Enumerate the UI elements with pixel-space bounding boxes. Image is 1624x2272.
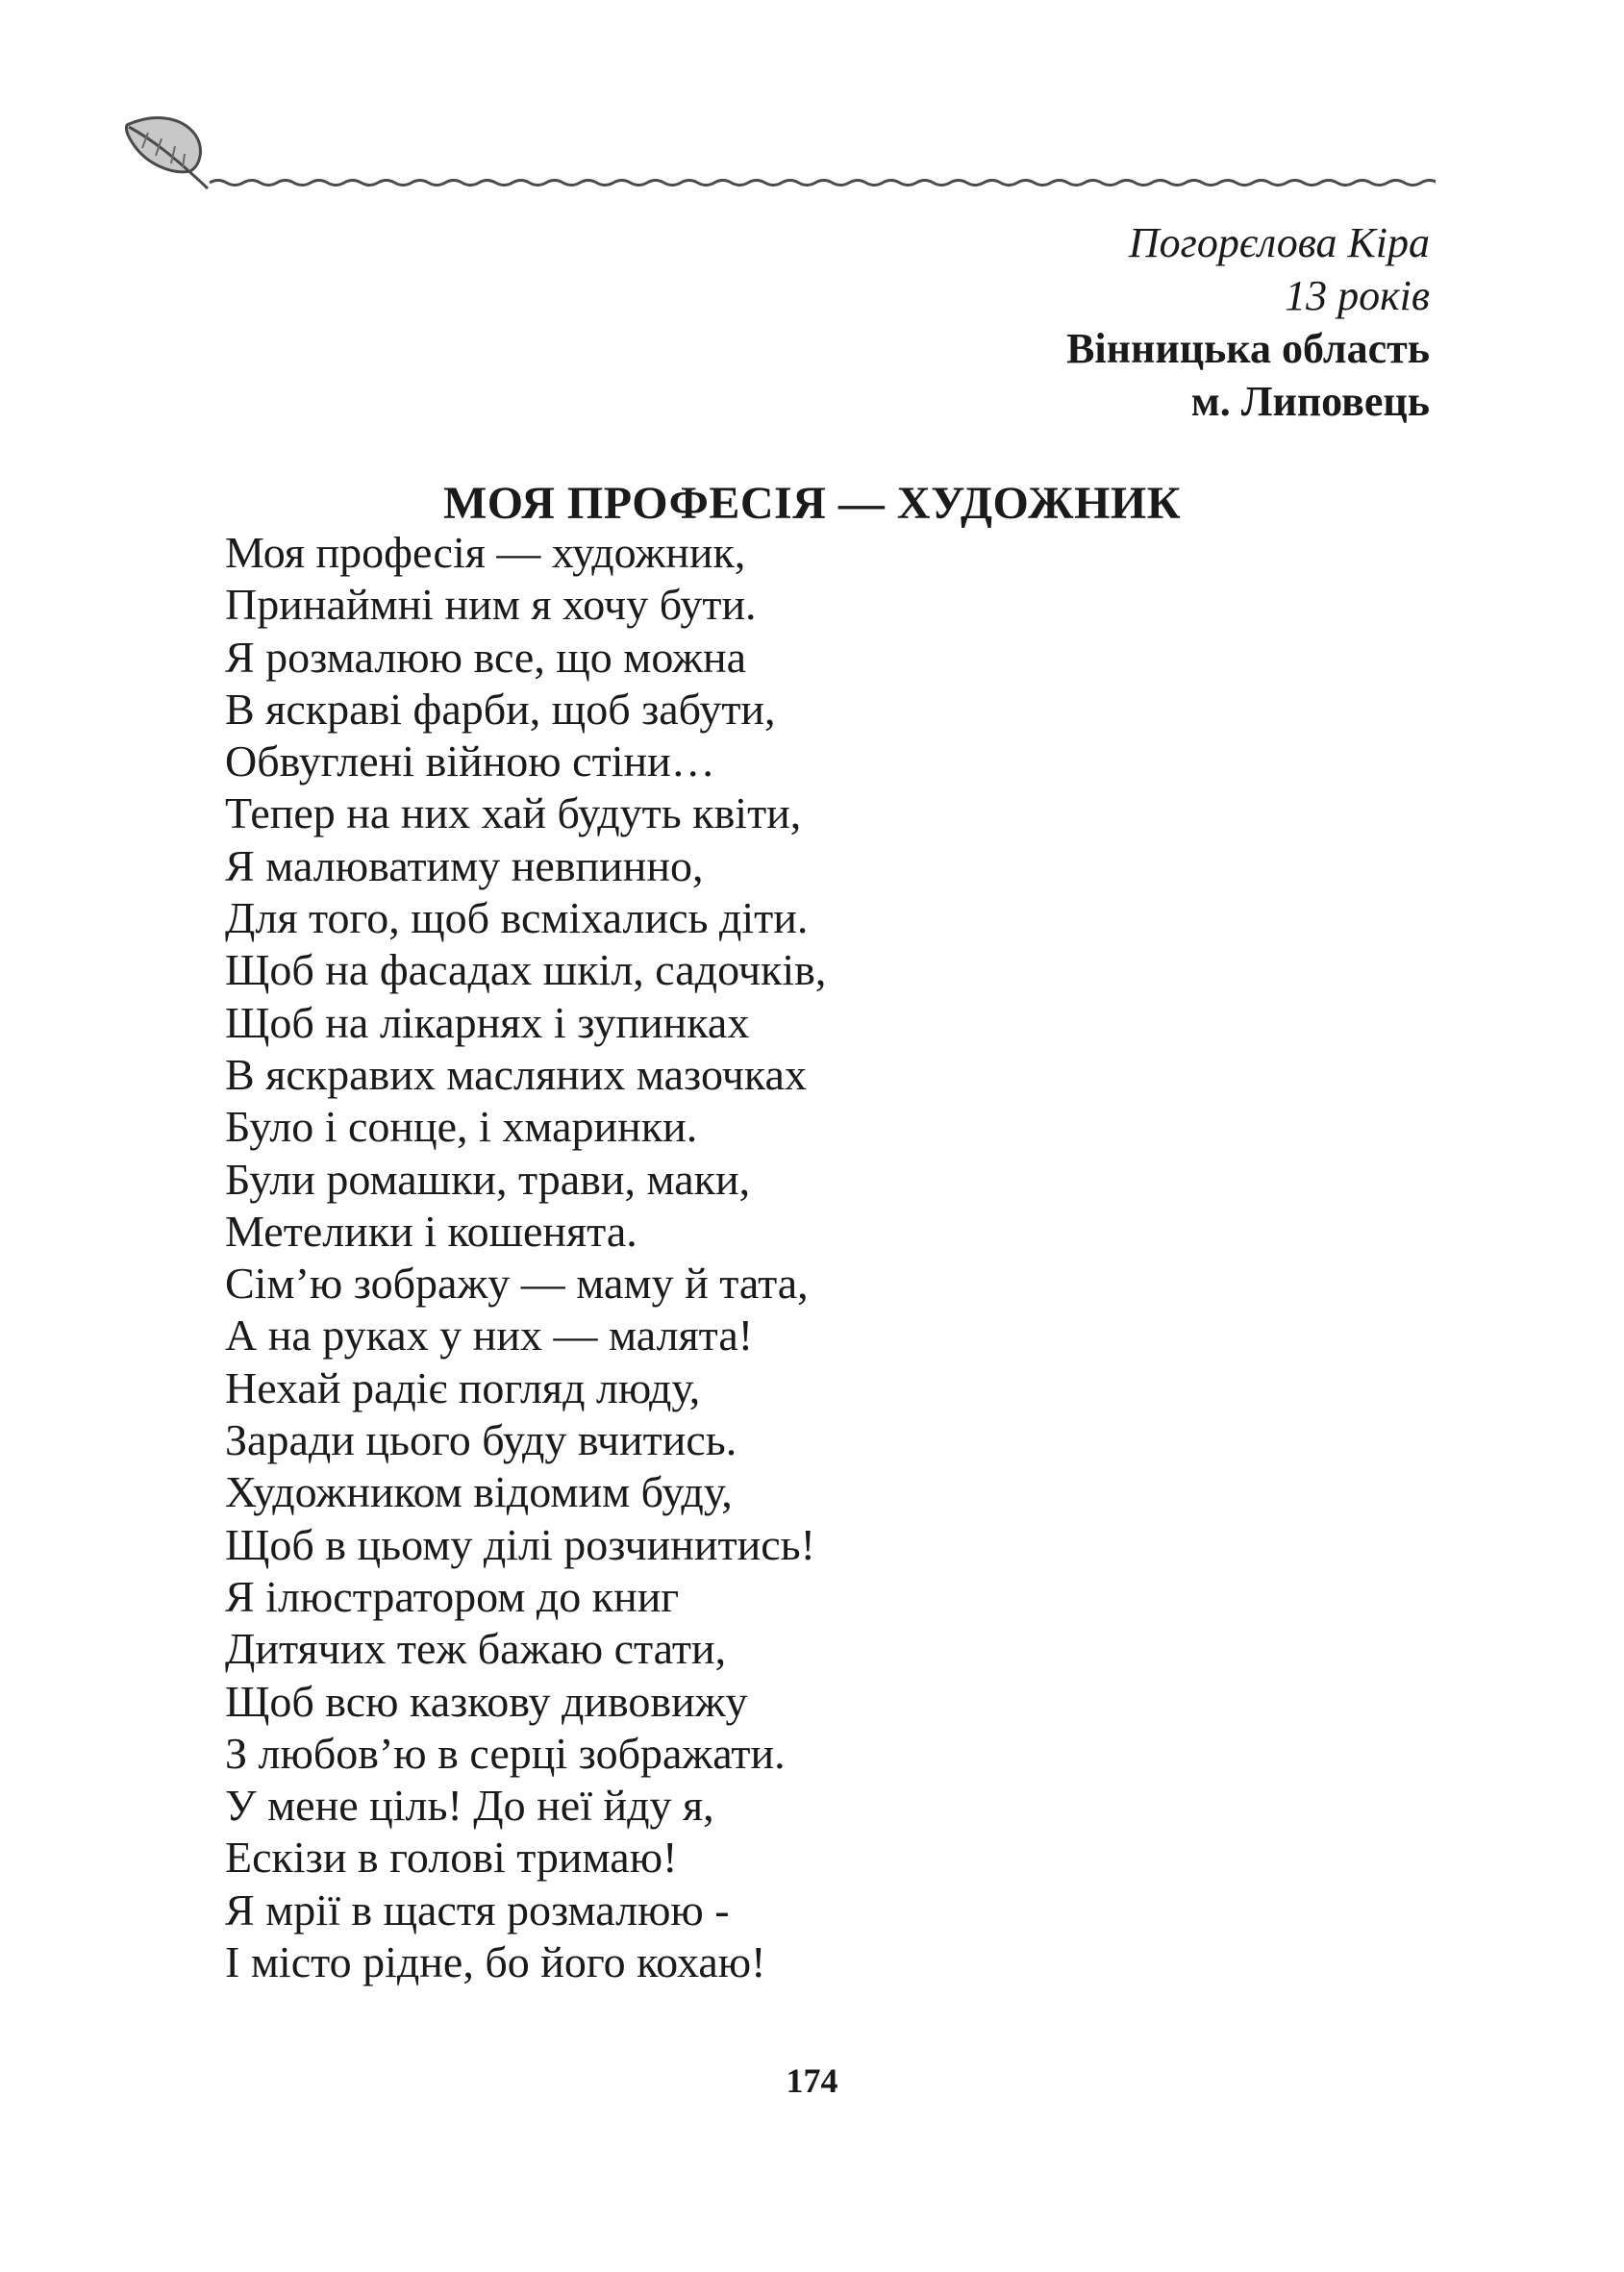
poem-line: І місто рідне, бо його кохаю! xyxy=(225,1937,766,1987)
poem-line: Щоб всю казкову дивовижу xyxy=(225,1676,748,1726)
poem-line: Я мрії в щастя розмалюю - xyxy=(225,1885,730,1935)
author-age: 13 років xyxy=(1285,272,1430,319)
feather-icon xyxy=(126,118,208,188)
poem-line: Заради цього буду вчитись. xyxy=(225,1415,737,1465)
feather-wave-ornament xyxy=(113,106,1436,202)
poem-line: Було і сонце, і хмаринки. xyxy=(225,1102,698,1152)
poem-line: Тепер на них хай будуть квіти, xyxy=(225,788,802,838)
poem-line: Ескізи в голові тримаю! xyxy=(225,1833,678,1883)
poem-title: МОЯ ПРОФЕСІЯ — ХУДОЖНИК xyxy=(442,478,1182,529)
poem-line: Я малюватиму невпинно, xyxy=(225,840,704,890)
page-number: 174 xyxy=(786,2061,838,2100)
poem-line: Принаймні ним я хочу бути. xyxy=(225,580,757,630)
poem-line: Щоб на лікарнях і зупинках xyxy=(225,997,750,1047)
poem-body xyxy=(225,527,1427,1988)
poem-line: У мене ціль! До неї йду я, xyxy=(225,1781,714,1831)
author-name: Погорєлова Кіра xyxy=(1128,219,1430,266)
poem-line: Нехай радіє погляд люду, xyxy=(225,1362,701,1412)
poem-line: Метелики і кошенята. xyxy=(225,1206,637,1256)
poem-line: Обвуглені війною стіни… xyxy=(225,737,715,786)
poem-line: Я ілюстратором до книг xyxy=(225,1571,680,1621)
poem-line: Дитячих теж бажаю стати, xyxy=(225,1624,727,1674)
poem-line: Моя професія — художник, xyxy=(225,528,746,577)
poem-line: Сім’ю зображу — маму й тата, xyxy=(225,1259,809,1309)
poem-line: З любов’ю в серці зображати. xyxy=(225,1728,786,1778)
poem-line: В яскравих масляних мазочках xyxy=(225,1049,807,1099)
wavy-divider xyxy=(210,181,1436,186)
author-region: Вінницька область xyxy=(1066,325,1430,372)
poem-line: В яскраві фарби, щоб забути, xyxy=(225,684,776,734)
poem-line: Щоб на фасадах шкіл, садочків, xyxy=(225,945,827,995)
author-town: м. Липовець xyxy=(1190,378,1430,425)
poem-line: А на руках у них — малята! xyxy=(225,1311,754,1361)
poem-line: Були ромашки, трави, маки, xyxy=(225,1154,751,1204)
poem-line: Для того, щоб всміхались діти. xyxy=(225,893,809,943)
author-info xyxy=(1066,216,1430,428)
poem-line: Художником відомим буду, xyxy=(225,1467,733,1517)
poem-line: Я розмалюю все, що можна xyxy=(225,632,747,682)
poem-line: Щоб в цьому ділі розчинитись! xyxy=(225,1519,815,1569)
